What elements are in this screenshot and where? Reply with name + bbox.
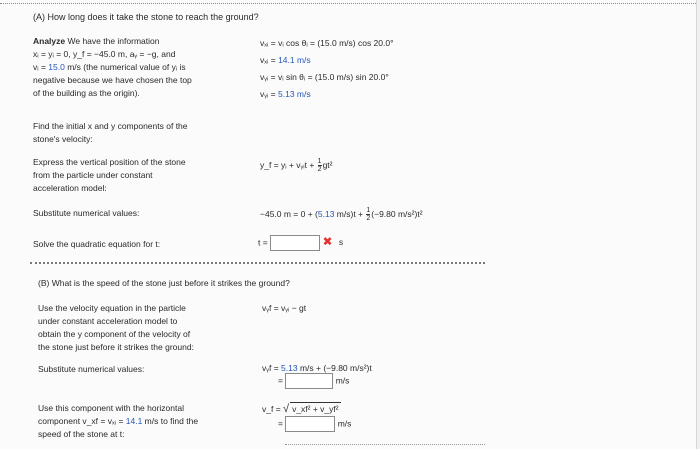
top-divider (0, 3, 700, 4)
velocity-equation: vᵧf = vᵧᵢ − gt (262, 303, 307, 313)
analyze-line4: negative because we have chosen the top (33, 75, 192, 85)
part-b-question: (B) What is the speed of the stone just before it strikes the ground? (38, 278, 290, 288)
speed-equation (262, 402, 341, 416)
sub-b-prefix: vᵧf = (262, 363, 282, 373)
find-initial-line1: Find the initial x and y components of the (33, 121, 188, 131)
incorrect-x-icon: ✖ (322, 234, 333, 249)
sub-eq-tail: (−9.80 m/s²)t² (371, 208, 423, 219)
eq-vyi-2-prefix: vᵧᵢ = (260, 89, 279, 99)
use-velocity-text (38, 302, 253, 354)
express-equation (260, 158, 333, 173)
use-line2: under constant acceleration model to (38, 316, 178, 326)
eq-vxi-2-prefix: vₓᵢ = (260, 55, 279, 65)
use-line1: Use the velocity equation in the particle (38, 303, 186, 313)
find-initial-text (33, 120, 253, 146)
express-eq-main: y_f = yᵢ + vᵧᵢt + (260, 159, 317, 170)
time-answer-input[interactable] (270, 235, 320, 251)
substitute-equation (260, 207, 423, 222)
speed-eq-sqrt: v_xf² + v_yf² (292, 404, 339, 414)
bottom-divider (285, 444, 485, 445)
speed-answer-row (278, 416, 351, 432)
speed-eq-prefix: v_f = (262, 404, 284, 414)
velocity-components (260, 37, 460, 101)
component-text (38, 402, 253, 441)
solve-answer-row (258, 235, 343, 251)
t-equals: t = (258, 237, 268, 248)
comp-line2-blue: 14.1 (125, 416, 143, 426)
one-half-fraction (318, 158, 322, 173)
vyf-equals: = (278, 375, 283, 386)
initial-speed-value: 15.0 (48, 62, 65, 72)
find-initial-line2: stone's velocity: (33, 134, 93, 144)
analyze-bold: Analyze (33, 36, 66, 46)
comp-line3: speed of the stone at t: (38, 429, 125, 439)
comp-line1: Use this component with the horizontal (38, 403, 184, 413)
solve-label: Solve the quadratic equation for t: (33, 239, 161, 249)
sqrt-icon: √ (283, 403, 290, 415)
sub-eq-mid: m/s)t + (334, 208, 366, 219)
frac-den-2: 2 (366, 215, 371, 222)
express-line1: Express the vertical position of the stone (33, 157, 186, 167)
comp-line2-rest: m/s to find the (142, 416, 199, 426)
speed-equals: = (278, 418, 283, 429)
right-scroll-edge (696, 0, 700, 449)
vyf-answer-row (278, 373, 349, 389)
express-eq-tail: gt² (322, 159, 333, 170)
comp-line2-prefix: component v_xf = vₓᵢ = (38, 416, 126, 426)
substitute-label: Substitute numerical values: (33, 208, 140, 218)
eq-vyi-1: vᵧᵢ = vᵢ sin θᵢ = (15.0 m/s) sin 20.0° (260, 72, 389, 82)
speed-unit: m/s (337, 418, 352, 429)
frac-num-2: 1 (366, 207, 371, 214)
speed-answer-input[interactable] (285, 416, 335, 432)
one-half-fraction-2 (366, 207, 370, 222)
analyze-line3-rest: m/s (the numerical value of yᵢ is (64, 62, 186, 72)
express-line2: from the particle under constant (33, 170, 153, 180)
vyf-answer-input[interactable] (285, 373, 333, 389)
eq-vyi-2-value: 5.13 m/s (278, 89, 311, 99)
analyze-line2: xᵢ = yᵢ = 0, y_f = −45.0 m, aᵧ = −g, and (33, 49, 176, 59)
frac-den: 2 (317, 166, 322, 173)
analyze-line1: We have the information (65, 36, 160, 46)
section-divider (30, 262, 485, 264)
analyze-block (33, 35, 253, 100)
use-line3: obtain the y component of the velocity of (38, 329, 191, 339)
eq-vxi-2-value: 14.1 m/s (278, 55, 311, 65)
sub-eq-prefix: −45.0 m = 0 + ( (260, 208, 318, 219)
eq-vxi-1: vₓᵢ = vᵢ cos θᵢ = (15.0 m/s) cos 20.0° (260, 38, 394, 48)
analyze-line5: of the building as the origin). (33, 88, 140, 98)
vyf-unit: m/s (335, 375, 350, 386)
sub-eq-blue: 5.13 (317, 208, 335, 219)
time-unit: s (338, 237, 344, 248)
part-a-question: (A) How long does it take the stone to reach the ground? (33, 12, 259, 22)
analyze-line3-prefix: vᵢ = (33, 62, 49, 72)
sub-b-blue: 5.13 (281, 363, 298, 373)
express-line3: acceleration model: (33, 183, 107, 193)
use-line4: the stone just before it strikes the ground: (38, 342, 194, 352)
sub-label-b: Substitute numerical values: (38, 364, 145, 374)
express-text (33, 156, 253, 195)
frac-num: 1 (317, 158, 322, 165)
sub-b-rest: m/s + (−9.80 m/s²)t (297, 363, 372, 373)
